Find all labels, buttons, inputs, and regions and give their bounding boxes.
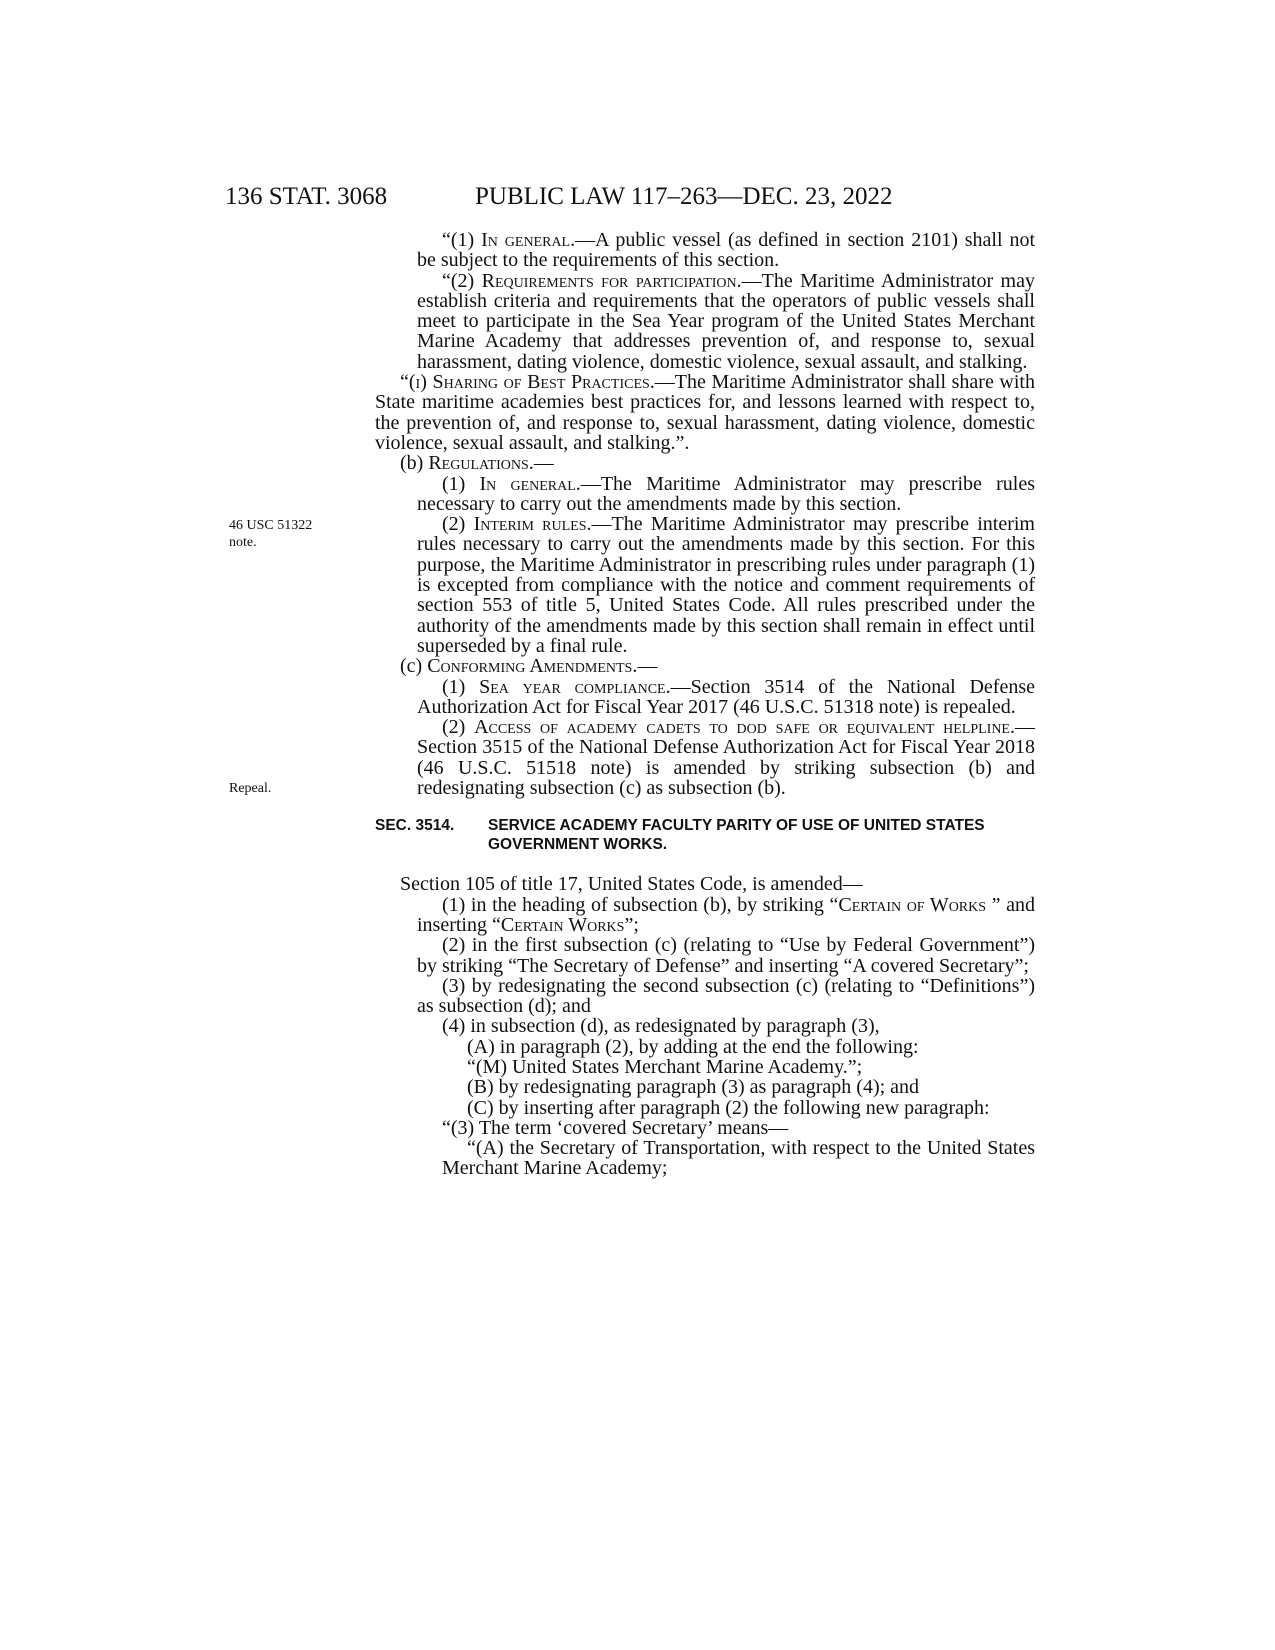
- paragraph-text: —The Maritime Administrator may prescribe interim rules necessary to carry out the amendments made by this section. For this purpose, the Maritime Administrator in prescribing rules under paragraph (1) is excepted from compliance with the notice and comment requirements of section 553 of title 5, United States Code. All rules prescribed under the authority of the amendments made by this section shall remain in effect until superseded by a final rule.: [417, 513, 1035, 657]
- law-title: PUBLIC LAW 117–263—DEC. 23, 2022: [475, 183, 893, 210]
- margin-note-line: note.: [229, 535, 257, 550]
- paragraph: (2) in the first subsection (c) (relating to “Use by Federal Government”) by striking “The Secretary of Defense” and inserting “A covered Secretary”;: [417, 934, 1035, 977]
- paragraph-heading: Sea year compliance.: [479, 675, 671, 698]
- paragraph-heading: Access of academy cadets to dod safe or equivalent helpline.: [474, 716, 1015, 739]
- paragraph: (3) by redesignating the second subsection (c) (relating to “Definitions”) as subsection (d); and: [417, 974, 1035, 1018]
- paragraph-heading: “(i) Sharing of Best Practices.: [400, 371, 655, 394]
- paragraph-text: —A public vessel (as defined in section 2101) shall not be subject to the requirements of this section.: [417, 229, 1036, 272]
- paragraph-prefix: (1): [442, 472, 480, 495]
- paragraph: (B) by redesignating paragraph (3) as paragraph (4); and: [467, 1076, 920, 1099]
- paragraph-prefix: (c): [400, 655, 428, 678]
- paragraph: (4) in subsection (d), as redesignated by paragraph (3),: [442, 1015, 880, 1038]
- paragraph: [375, 230, 1035, 271]
- paragraph-prefix: (2): [442, 513, 474, 536]
- paragraph-heading: Conforming Amendments.: [427, 655, 638, 678]
- paragraph-prefix: (b): [400, 452, 429, 475]
- paragraph-text: —: [533, 452, 554, 475]
- paragraph: [375, 656, 1035, 676]
- margin-note-repeal: Repeal.: [229, 781, 272, 796]
- paragraph: [375, 271, 1035, 372]
- paragraph-text: —Section 3514 of the National Defense Authorization Act for Fiscal Year 2017 (46 U.S.C. 51318 note) is repealed.: [417, 675, 1035, 718]
- paragraph: [375, 677, 1035, 718]
- section-heading: [375, 816, 1035, 854]
- paragraph: (C) by inserting after paragraph (2) the following new paragraph:: [467, 1096, 990, 1119]
- paragraph-text: —: [637, 655, 658, 678]
- paragraph-heading: “(2) Requirements for participation.: [442, 269, 742, 292]
- document-body: [375, 230, 1035, 1179]
- page-header: [225, 183, 1025, 219]
- paragraph-heading: In general.: [479, 472, 581, 495]
- section-number: SEC. 3514.: [375, 817, 455, 835]
- paragraph-text: ” and inserting “: [417, 893, 1035, 936]
- margin-note-line: 46 USC 51322: [229, 518, 313, 533]
- paragraph-text: (1) in the heading of subsection (b), by striking “: [442, 893, 839, 916]
- paragraph: [375, 514, 1035, 656]
- quoted-heading: Certain of Works: [838, 893, 987, 916]
- paragraph: [375, 372, 1035, 453]
- paragraph-prefix: (1): [442, 675, 480, 698]
- paragraph: [375, 895, 1035, 936]
- paragraph: [375, 717, 1035, 798]
- paragraph-text: —The Maritime Administrator may prescribe rules necessary to carry out the amendments made by this section.: [417, 472, 1035, 515]
- paragraph-text: —The Maritime Administrator shall share with State maritime academies best practices for, and lessons learned with respect to, the prevention of, and response to, sexual harassment, dating violence, domestic violence, sexual assault, and stalking.”.: [375, 371, 1035, 454]
- statute-citation: 136 STAT. 3068: [225, 183, 388, 210]
- paragraph: (A) in paragraph (2), by adding at the end the following:: [467, 1035, 919, 1058]
- paragraph-heading: “(1) In general.: [442, 229, 576, 251]
- paragraph: “(M) United States Merchant Marine Academy.”;: [467, 1055, 863, 1078]
- paragraph: “(3) The term ‘covered Secretary’ means—: [442, 1116, 789, 1139]
- paragraph: [375, 474, 1035, 515]
- paragraph: Section 105 of title 17, United States Code, is amended—: [400, 873, 863, 896]
- section-title: SERVICE ACADEMY FACULTY PARITY OF USE OF UNITED STATES GOVERNMENT WORKS.: [488, 817, 985, 854]
- paragraph-heading: Regulations.: [428, 452, 534, 475]
- paragraph-prefix: (2): [442, 716, 475, 739]
- paragraph: [375, 453, 1035, 473]
- paragraph-text: —The Maritime Administrator may establish criteria and requirements that the operators of public vessels shall meet to participate in the Sea Year program of the United States Merchant Marine Academy that addresses prevention of, and response to, sexual harassment, dating violence, domestic violence, sexual assault, and stalking.: [417, 269, 1035, 373]
- margin-note-usc: [229, 517, 312, 551]
- paragraph-heading: Interim rules.: [473, 513, 592, 536]
- paragraph: “(A) the Secretary of Transportation, with respect to the United States Merchant Marine Academy;: [442, 1137, 1035, 1180]
- quoted-heading: Certain Works: [500, 913, 625, 936]
- paragraph-text: —Section 3515 of the National Defense Authorization Act for Fiscal Year 2018 (46 U.S.C. 51518 note) is amended by striking subsection (b) and redesignating subsection (c) as subsection (b).: [417, 716, 1035, 800]
- paragraph-text: ”;: [624, 913, 639, 936]
